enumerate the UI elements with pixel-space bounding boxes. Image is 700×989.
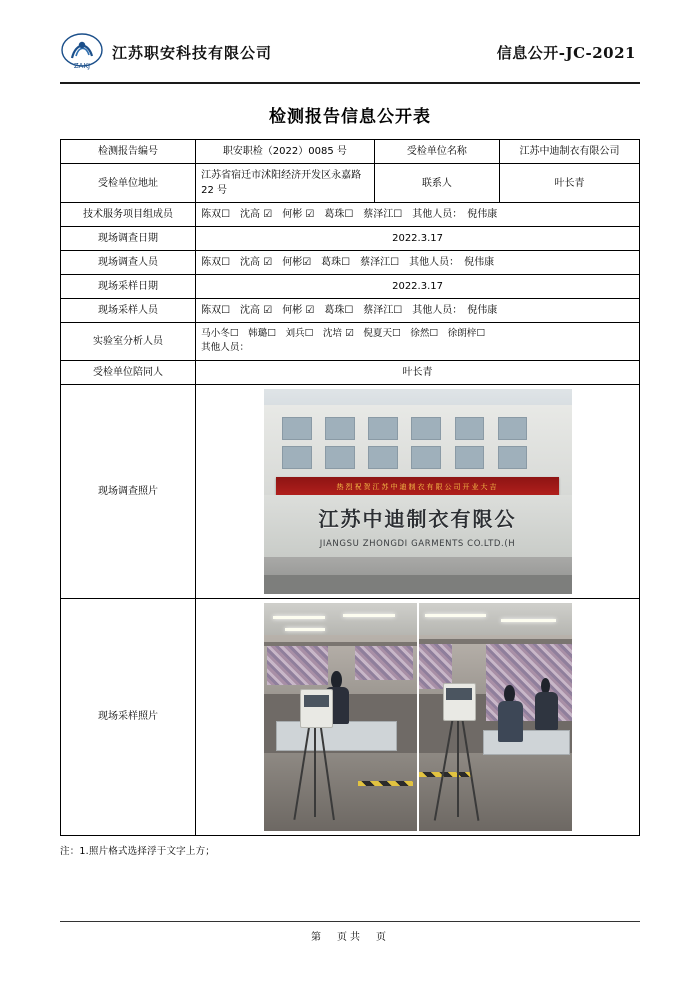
table-row — [61, 275, 640, 299]
sampling-date-label: 现场采样日期 — [61, 275, 196, 299]
sampling-photo-label: 现场采样照片 — [61, 598, 196, 835]
survey-date-value: 2022.3.17 — [196, 227, 640, 251]
banner — [276, 477, 559, 498]
address-value: 江苏省宿迁市沭阳经济开发区永嘉路 22 号 — [196, 164, 375, 203]
document-footer — [60, 921, 640, 943]
company-logo-icon — [60, 32, 104, 72]
lab-staff-value-2: 其他人员： — [201, 342, 250, 354]
survey-staff-value: 陈双☐ 沈高 ☑ 何彬☑ 葛珠☐ 蔡泽江☐ 其他人员： 倪伟康 — [196, 251, 640, 275]
footer-divider — [60, 921, 640, 922]
contact-value: 叶长青 — [500, 164, 640, 203]
table-row — [61, 164, 640, 203]
table-row — [61, 227, 640, 251]
table-row — [61, 360, 640, 384]
document-code: 信息公开-JC-2021 — [496, 43, 636, 62]
svg-text:ZAKJ: ZAKJ — [73, 62, 91, 70]
table-row-sampling-photo — [61, 598, 640, 835]
survey-date-label: 现场调查日期 — [61, 227, 196, 251]
team-value: 陈双☐ 沈高 ☑ 何彬 ☑ 葛珠☐ 蔡泽江☐ 其他人员： 倪伟康 — [196, 203, 640, 227]
accompany-value: 叶长青 — [196, 360, 640, 384]
survey-staff-label: 现场调查人员 — [61, 251, 196, 275]
lab-staff-label: 实验室分析人员 — [61, 323, 196, 361]
page-title: 检测报告信息公开表 — [269, 107, 431, 127]
accompany-label: 受检单位陪同人 — [61, 360, 196, 384]
report-no-label: 检测报告编号 — [61, 140, 196, 164]
report-no-value: 职安职检（2022）0085 号 — [196, 140, 375, 164]
table-row — [61, 203, 640, 227]
factory-sign-sub: JIANGSU ZHONGDI GARMENTS CO.LTD.(H — [319, 539, 516, 550]
banner-text: 热烈祝贺江苏中迪制衣有限公司开业大吉 — [336, 482, 499, 491]
team-label: 技术服务项目组成员 — [61, 203, 196, 227]
table-row — [61, 251, 640, 275]
sampling-staff-label: 现场采样人员 — [61, 299, 196, 323]
sampling-photo-cell — [196, 598, 640, 835]
sampling-photo-left — [264, 603, 417, 831]
page-number: 第 页共 页 — [311, 932, 389, 943]
factory-sign-main: 江苏中迪制衣有限公 — [318, 506, 517, 531]
table-row-survey-photo — [61, 384, 640, 598]
footnote: 注：1.照片格式选择浮于文字上方； — [60, 845, 215, 857]
lab-staff-value-cell — [196, 323, 640, 361]
sampling-staff-value: 陈双☐ 沈高 ☑ 何彬 ☑ 葛珠☐ 蔡泽江☐ 其他人员： 倪伟康 — [196, 299, 640, 323]
table-row — [61, 140, 640, 164]
sampling-device — [443, 683, 476, 721]
client-label: 受检单位名称 — [374, 140, 499, 164]
sampling-device — [300, 689, 333, 727]
table-row — [61, 323, 640, 361]
client-value: 江苏中迪制衣有限公司 — [500, 140, 640, 164]
sampling-photo-right — [419, 603, 572, 831]
survey-photo-image — [264, 389, 572, 594]
info-table — [60, 139, 640, 836]
lab-staff-value: 马小冬☐ 韩璐☐ 刘兵☐ 沈培 ☑ 倪夏天☐ 徐然☐ 徐朗梓☐ — [201, 328, 486, 339]
document-header — [60, 28, 640, 84]
company-brand — [60, 32, 272, 72]
contact-label: 联系人 — [374, 164, 499, 203]
address-label: 受检单位地址 — [61, 164, 196, 203]
sampling-photo-image — [264, 603, 572, 831]
survey-photo-label: 现场调查照片 — [61, 384, 196, 598]
table-row — [61, 299, 640, 323]
company-name: 江苏职安科技有限公司 — [112, 43, 273, 62]
survey-photo-cell — [196, 384, 640, 598]
sampling-date-value: 2022.3.17 — [196, 275, 640, 299]
